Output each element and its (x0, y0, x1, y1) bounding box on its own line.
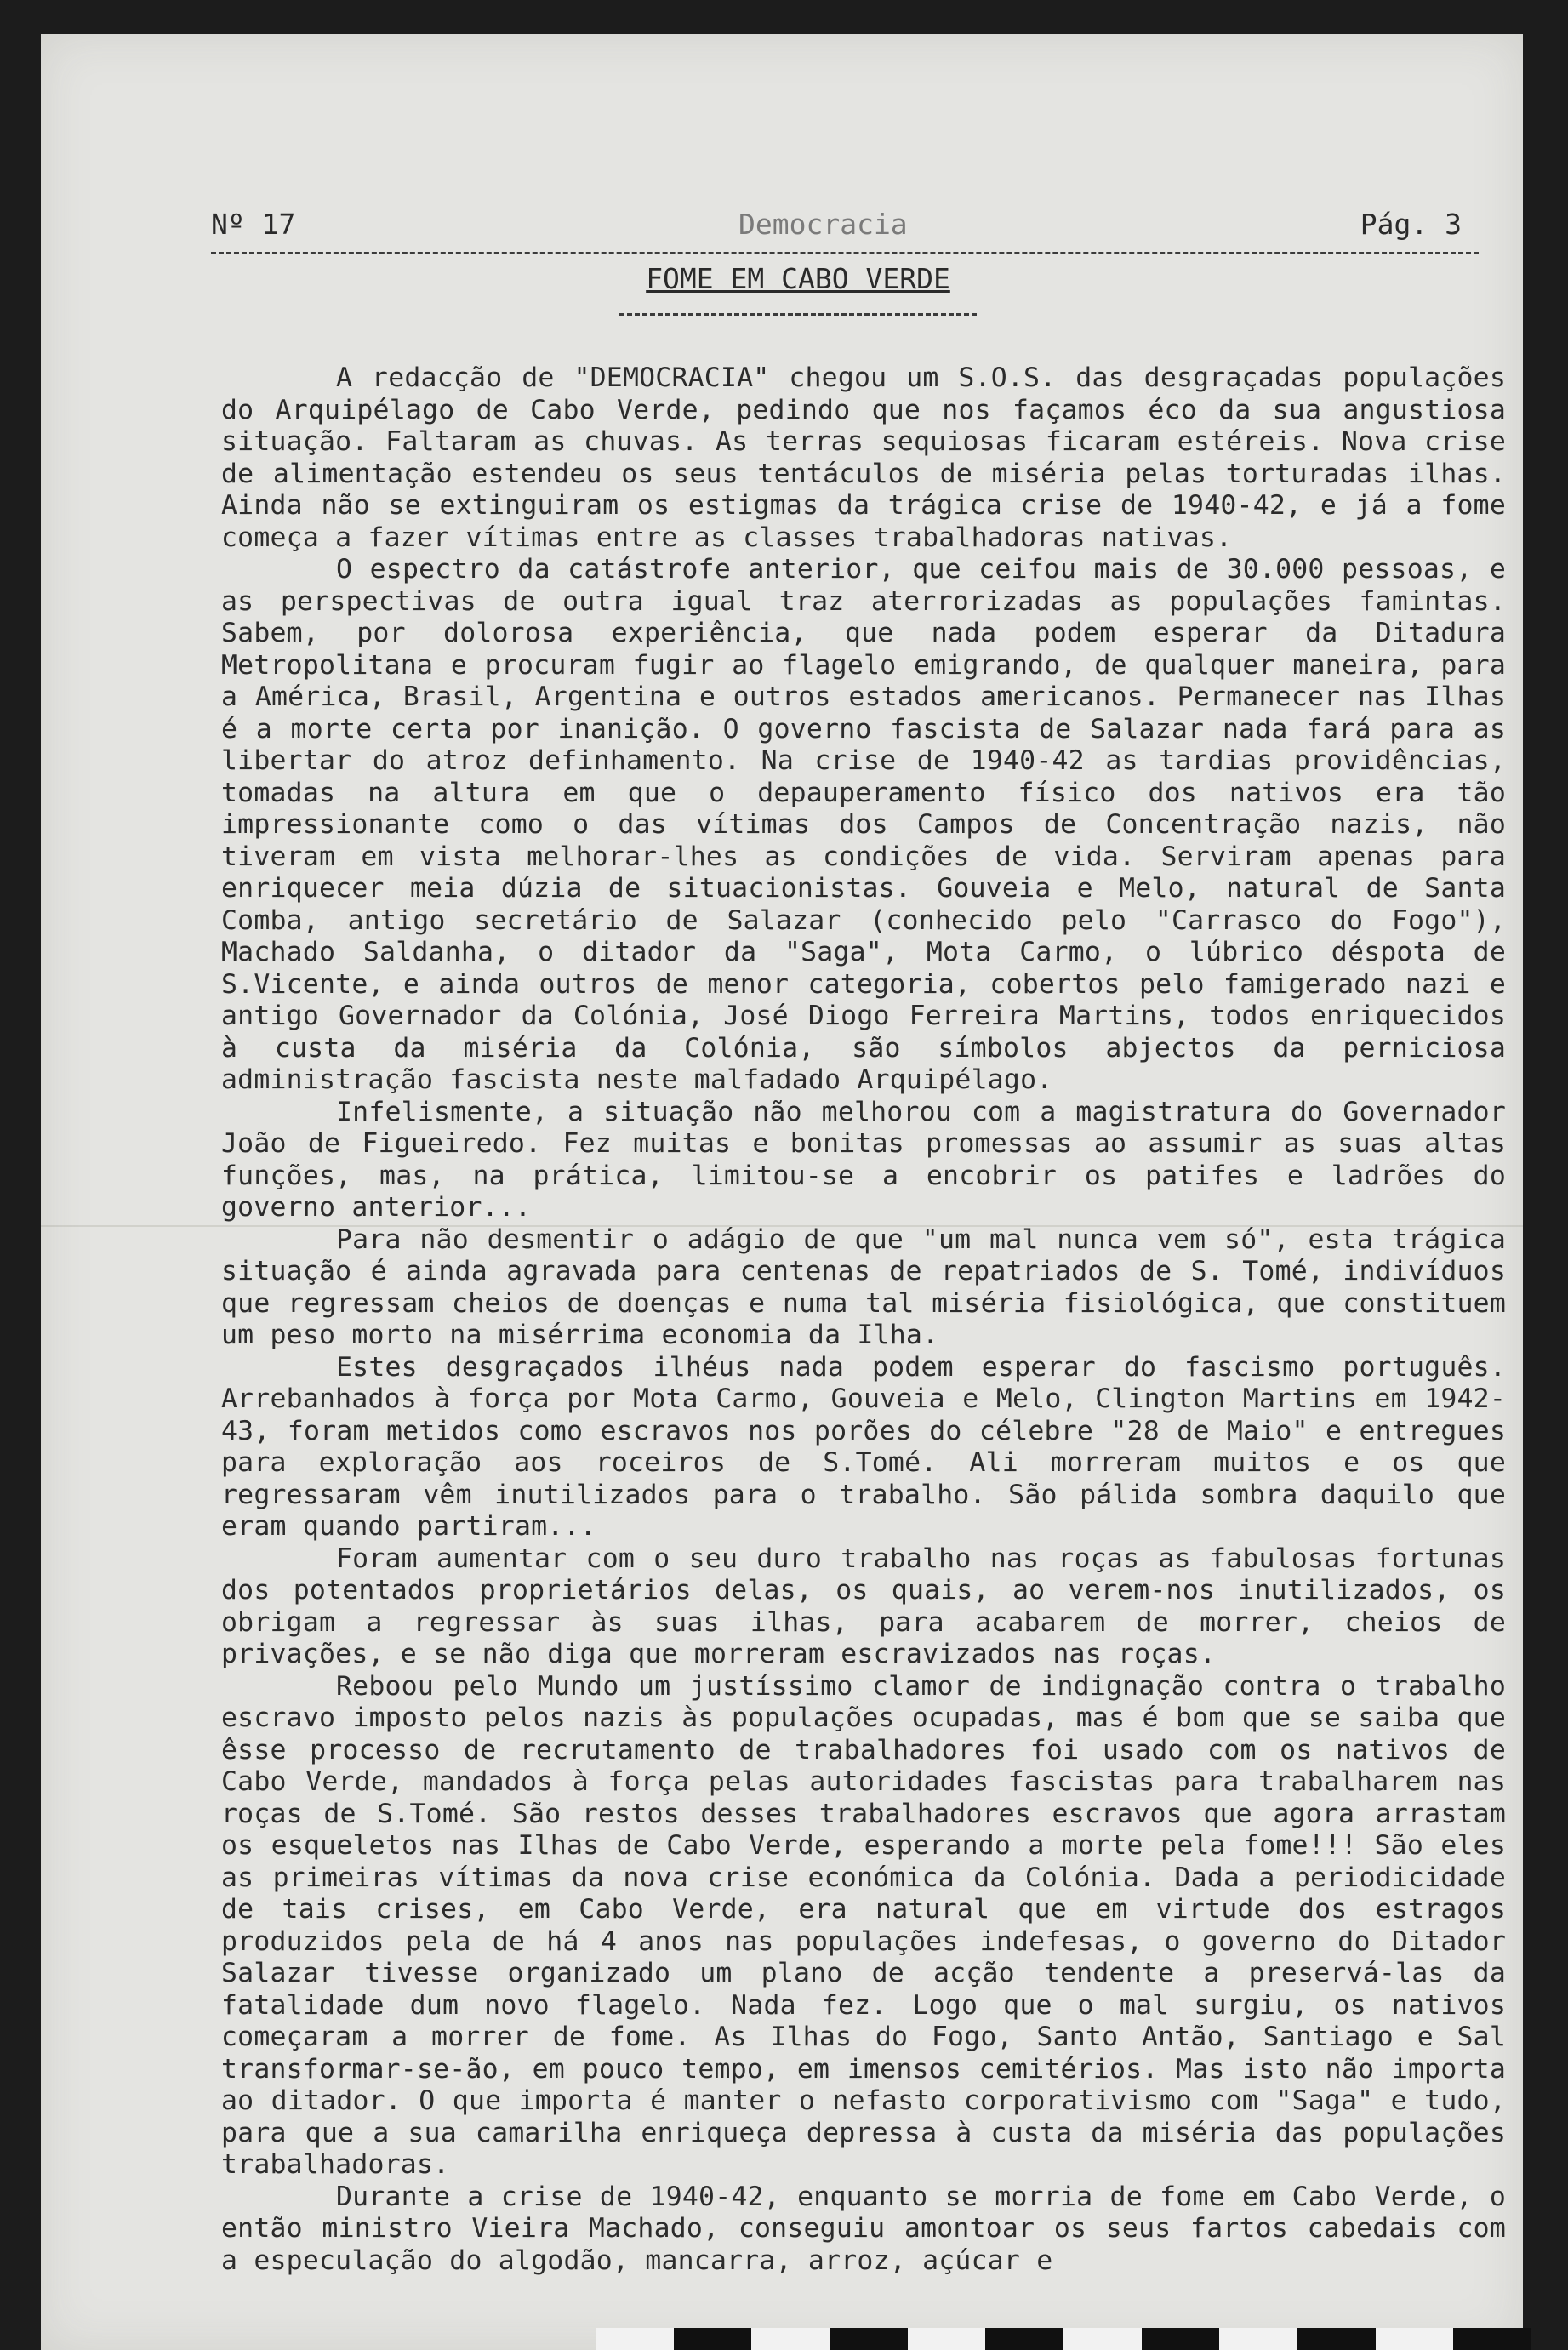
paragraph: Foram aumentar com o seu duro trabalho nas roças as fabulosas fortunas dos potentados proprietários delas, os quais, ao verem-nos inutilizados, os obrigam a regressar às suas ilhas, para acabarem de morrer, cheios de privações, e se não diga que morreram escravizados nas roças. (221, 1543, 1506, 1669)
paragraph: O espectro da catástrofe anterior, que ceifou mais de 30.000 pessoas, e as perspectivas de outra igual traz aterrorizadas as populações famintas. Sabem, por dolorosa experiência, que nada podem esperar da Ditadura Metropolitana e procuram fugir ao flagelo emigrando, de qualquer maneira, para a América, Brasil, Argentina e outros estados americanos. Permanecer nas Ilhas é a morte certa por inanição. O governo fascista de Salazar nada fará para as libertar do atroz definhamento. Na crise de 1940-42 as tardias providências, tomadas na altura em que o depauperamento físico dos nativos era tão impressionante como o das vítimas dos Campos de Concentração nazis, não tiveram em vista melhorar-lhes as condições de vida. Serviram apenas para enriquecer meia dúzia de situacionistas. Gouveia e Melo, natural de Santa Comba, antigo secretário de Salazar (conhecido pelo "Carrasco do Fogo"), Machado Saldanha, o ditador da "Saga", Mota Carmo, o lúbrico déspota de S.Vicente, e ainda outros de menor categoria, cobertos pelo famigerado nazi e antigo Governador da Colónia, José Diogo Ferreira Martins, todos enriquecidos à custa da miséria da Colónia, são símbolos abjectos da perniciosa administração fascista neste malfadado Arquipélago. (221, 554, 1506, 1095)
paragraph: Reboou pelo Mundo um justíssimo clamor de indignação contra o trabalho escravo imposto pelos nazis às populações ocupadas, mas é bom que se saiba que êsse processo de recrutamento de trabalhadores foi usado com os nativos de Cabo Verde, mandados à força pelas autoridades fascistas para trabalharem nas roças de S.Tomé. São restos desses trabalhadores escravos que agora arrastam os esqueletos nas Ilhas de Cabo Verde, esperando a morte pela fome!!! São eles as primeiras vítimas da nova crise económica da Colónia. Dada a periodicidade de tais crises, em Cabo Verde, era natural que em virtude dos estragos produzidos pela de há 4 anos nas populações indefesas, o governo do Ditador Salazar tivesse organizado um plano de acção tendente a preservá-las da fatalidade dum novo flagelo. Nada fez. Logo que o mal surgiu, os nativos começaram a morrer de fome. As Ilhas do Fogo, Santo Antão, Santiago e Sal transformar-se-ão, em pouco tempo, em imensos cemitérios. Mas isto não importa ao ditador. O que importa é manter o nefasto corporativismo com "Saga" e tudo, para que a sua camarilha enriqueça depressa à custa da miséria das populações trabalhadoras. (221, 1670, 1506, 2180)
issue-number: Nº 17 (211, 208, 296, 241)
color-scale-bar (596, 2328, 1531, 2350)
paragraph: Estes desgraçados ilhéus nada podem esperar do fascismo português. Arrebanhados à força por Mota Carmo, Gouveia e Melo, Clington Martins em 1942-43, foram metidos como escravos nos porões do célebre "28 de Maio" e entregues para exploração aos roceiros de S.Tomé. Ali morreram muitos e os que regressaram vêm inutilizados para o trabalho. São pálida sombra daquilo que eram quando partiram... (221, 1351, 1506, 1542)
paragraph: A redacção de "DEMOCRACIA" chegou um S.O.S. das desgraçadas populações do Arquipélago de Cabo Verde, pedindo que nos façamos éco da sua angustiosa situação. Faltaram as chuvas. As terras sequiosas ficaram estéreis. Nova crise de alimentação estendeu os seus tentáculos de miséria pelas torturadas ilhas. Ainda não se extinguiram os estigmas da trágica crise de 1940-42, e já a fome começa a fazer vítimas entre as classes trabalhadoras nativas. (221, 362, 1506, 553)
page-number: Pág. 3 (1360, 208, 1462, 241)
article-body (221, 362, 1506, 2277)
paragraph: Para não desmentir o adágio de que "um mal nunca vem só", esta trágica situação é ainda agravada para centenas de repatriados de S. Tomé, indivíduos que regressam cheios de doenças e numa tal miséria fisiológica, que constituem um peso morto na misérrima economia da Ilha. (221, 1223, 1506, 1350)
document-page (41, 34, 1523, 2350)
publication-name: Democracia (738, 208, 908, 241)
paragraph: Infelismente, a situação não melhorou com a magistratura do Governador João de Figueiredo. Fez muitas e bonitas promessas ao assumir as suas altas funções, mas, na prática, limitou-se a encobrir os patifes e ladrões do governo anterior... (221, 1096, 1506, 1223)
page-header (211, 201, 1479, 254)
article-title: FOME EM CABO VERDE (619, 262, 977, 316)
paragraph: Durante a crise de 1940-42, enquanto se morria de fome em Cabo Verde, o então ministro Vieira Machado, conseguiu amontoar os seus fartos cabedais com a especulação do algodão, mancarra, arroz, açúcar e (221, 2181, 1506, 2276)
